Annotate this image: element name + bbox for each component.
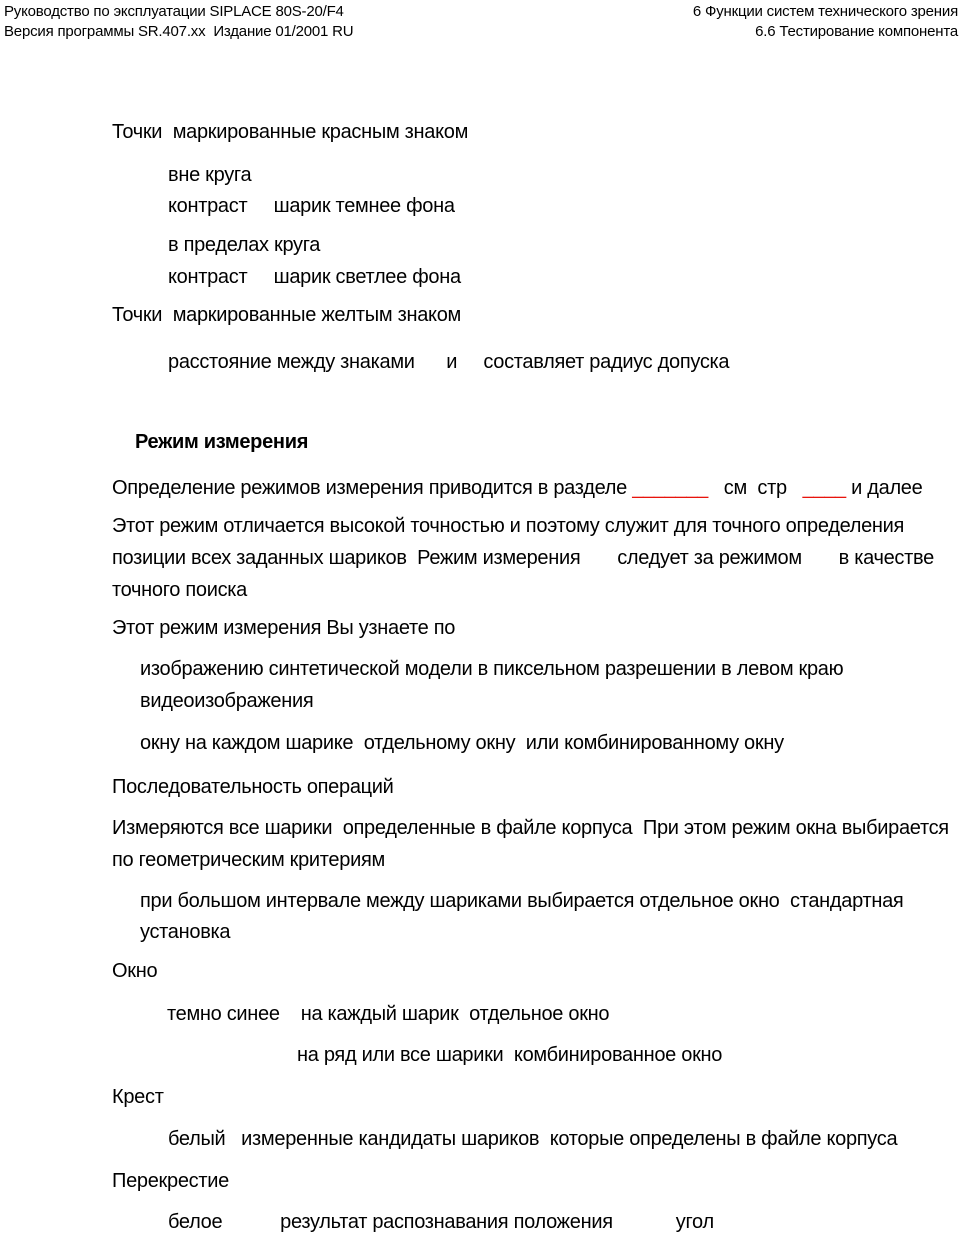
paragraph-measure-balls-1: Измеряются все шарики определенные в файле корпуса При этом режим окна выбирается <box>112 817 949 839</box>
label-window: Окно <box>112 960 158 982</box>
header-right <box>693 2 958 42</box>
label-crosshair: Перекрестие <box>112 1170 229 1192</box>
item-combined-window: на ряд или все шарики комбинированное окно <box>297 1044 723 1066</box>
paragraph-red-marked-points: Точки маркированные красным знаком <box>112 121 469 143</box>
paragraph-yellow-marked-points: Точки маркированные желтым знаком <box>112 304 461 326</box>
item-large-interval-2: установка <box>140 921 231 943</box>
red-blank-short: ____ <box>802 477 846 499</box>
item-dark-blue-window: темно синее на каждый шарик отдельное окно <box>167 1003 610 1025</box>
paragraph-measure-balls-2: по геометрическим критериям <box>112 849 385 871</box>
ref-text-part2: см стр <box>707 477 803 499</box>
ref-text-part1: Определение режимов измерения приводится в разделе <box>112 477 633 499</box>
item-synthetic-model-1: изображению синтетической модели в пиксельном разрешении в левом краю <box>140 658 844 680</box>
section-heading-measure-mode: Режим измерения <box>135 431 309 453</box>
item-contrast-lighter: контраст шарик светлее фона <box>168 266 461 288</box>
header-version-line: Версия программы SR.407.xx Издание 01/2001 RU <box>4 23 354 40</box>
item-window-per-ball: окну на каждом шарике отдельному окну или комбинированному окну <box>140 732 784 754</box>
ref-text-part3: и далее <box>845 477 923 499</box>
item-white-position-result: белое результат распознавания положения угол <box>168 1211 714 1233</box>
header-manual-title: Руководство по эксплуатации SIPLACE 80S-20/F4 <box>4 3 344 20</box>
header-section: 6.6 Тестирование компонента <box>755 23 958 40</box>
label-cross: Крест <box>112 1086 164 1108</box>
paragraph-mode-reference <box>112 477 922 499</box>
paragraph-recognize-mode: Этот режим измерения Вы узнаете по <box>112 617 456 639</box>
item-white-candidates: белый измеренные кандидаты шариков которые определены в файле корпуса <box>168 1128 898 1150</box>
item-distance-between-marks: расстояние между знаками и составляет радиус допуска <box>168 351 730 373</box>
header-chapter: 6 Функции систем технического зрения <box>692 3 958 20</box>
paragraph-operation-sequence: Последовательность операций <box>112 776 394 798</box>
item-contrast-darker: контраст шарик темнее фона <box>168 195 455 217</box>
red-blank-long: _______ <box>632 477 708 499</box>
item-outside-circle: вне круга <box>168 164 252 186</box>
header-left <box>4 2 353 42</box>
paragraph-mode-accuracy-3: точного поиска <box>112 579 247 601</box>
item-synthetic-model-2: видеоизображения <box>140 690 314 712</box>
paragraph-mode-accuracy-1: Этот режим отличается высокой точностью и поэтому служит для точного определения <box>112 515 905 537</box>
item-large-interval-1: при большом интервале между шариками выбирается отдельное окно стандартная <box>140 890 904 912</box>
paragraph-mode-accuracy-2: позиции всех заданных шариков Режим измерения следует за режимом в качестве <box>112 547 934 569</box>
item-within-circle: в пределах круга <box>168 234 321 256</box>
